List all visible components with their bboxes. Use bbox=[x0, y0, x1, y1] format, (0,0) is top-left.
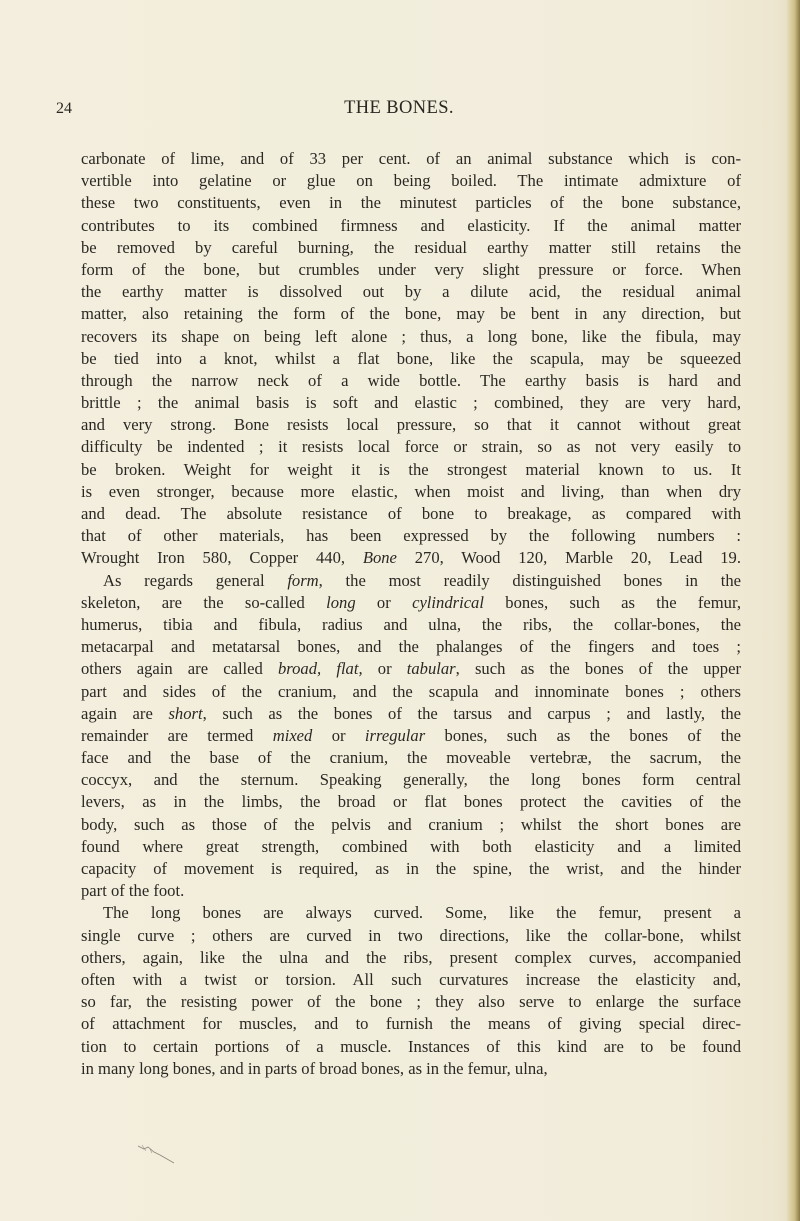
text-line: these two constituents, even in the minutest particles of the bone substance, bbox=[81, 193, 741, 213]
text-line: humerus, tibia and fibula, radius and ulna, the ribs, the collar-bones, the bbox=[81, 614, 741, 634]
text-line: The long bones are always curved. Some, like the femur, present a bbox=[103, 903, 741, 923]
page-number: 24 bbox=[56, 100, 72, 117]
text-line: form of the bone, but crumbles under very slight pressure or force. When bbox=[81, 259, 741, 279]
text-line: through the narrow neck of a wide bottle. The earthy basis is hard and bbox=[81, 370, 741, 390]
italic-term: form bbox=[287, 570, 319, 590]
text-line: tion to certain portions of a muscle. Instances of this kind are to be found bbox=[81, 1036, 741, 1056]
page-header bbox=[56, 100, 742, 126]
text-line: remainder are termed mixed or irregular bones, such as the bones of the bbox=[81, 725, 741, 745]
text-line: capacity of movement is required, as in the spine, the wrist, and the hinder bbox=[81, 859, 741, 878]
text-line: face and the base of the cranium, the moveable vertebræ, the sacrum, the bbox=[81, 748, 741, 768]
text-line: that of other materials, has been expressed by the following numbers : bbox=[81, 526, 741, 546]
italic-term: tabular bbox=[406, 659, 456, 679]
text-line: be removed by careful burning, the residual earthy matter still retains the bbox=[81, 237, 741, 257]
text-line: difficulty be indented ; it resists local force or strain, so as not very easily to bbox=[81, 437, 741, 457]
text-line: metacarpal and metatarsal bones, and the phalanges of the fingers and toes ; bbox=[81, 637, 741, 657]
text-line: the earthy matter is dissolved out by a dilute acid, the residual animal bbox=[81, 282, 741, 302]
text-line: so far, the resisting power of the bone ; they also serve to enlarge the surface bbox=[81, 992, 741, 1012]
text-line: again are short, such as the bones of the tarsus and carpus ; and lastly, the bbox=[81, 703, 741, 723]
text-line: part of the foot. bbox=[81, 881, 185, 901]
text-line: and very strong. Bone resists local pressure, so that it cannot without great bbox=[81, 415, 741, 435]
text-line: As regards general form, the most readily distinguished bones in the bbox=[103, 570, 741, 590]
text-line: recovers its shape on being left alone ; thus, a long bone, like the fibula, may bbox=[81, 326, 741, 346]
italic-term: Bone bbox=[362, 548, 397, 568]
text-line: be broken. Weight for weight it is the strongest material known to us. It bbox=[81, 459, 741, 479]
italic-term: cylindrical bbox=[412, 592, 484, 612]
page-edge-shadow bbox=[786, 0, 800, 1221]
italic-term: long bbox=[326, 592, 356, 612]
body-text bbox=[81, 148, 741, 1080]
text-line: vertible into gelatine or glue on being boiled. The intimate admixture of bbox=[81, 171, 741, 191]
text-line: matter, also retaining the form of the bone, may be bent in any direction, but bbox=[81, 304, 741, 324]
italic-term: irregular bbox=[364, 725, 426, 745]
text-line: body, such as those of the pelvis and cranium ; whilst the short bones are bbox=[81, 814, 741, 834]
text-line: often with a twist or torsion. All such curvatures increase the elasticity and, bbox=[81, 969, 741, 989]
text-line: carbonate of lime, and of 33 per cent. of an animal substance which is con- bbox=[81, 149, 741, 168]
running-title: THE BONES. bbox=[344, 98, 454, 118]
text-line: part and sides of the cranium, and the scapula and innominate bones ; others bbox=[81, 681, 741, 701]
text-line: levers, as in the limbs, the broad or flat bones protect the cavities of the bbox=[81, 792, 741, 812]
text-line: coccyx, and the sternum. Speaking generally, the long bones form central bbox=[81, 770, 741, 790]
text-line: in many long bones, and in parts of broad bones, as in the femur, ulna, bbox=[81, 1058, 548, 1078]
text-line: be tied into a knot, whilst a flat bone, like the scapula, may be squeezed bbox=[81, 348, 741, 368]
italic-term: broad, flat, bbox=[278, 659, 363, 679]
pencil-mark bbox=[134, 1140, 214, 1170]
text-line: single curve ; others are curved in two directions, like the collar-bone, whilst bbox=[81, 925, 741, 945]
text-line: contributes to its combined firmness and elasticity. If the animal matter bbox=[81, 215, 741, 235]
text-line: brittle ; the animal basis is soft and elastic ; combined, they are very hard, bbox=[81, 393, 741, 413]
text-line: and dead. The absolute resistance of bone to breakage, as compared with bbox=[81, 504, 741, 523]
text-line: skeleton, are the so-called long or cylindrical bones, such as the femur, bbox=[81, 592, 741, 612]
text-line: found where great strength, combined with both elasticity and a limited bbox=[81, 836, 741, 856]
italic-term: short bbox=[168, 703, 203, 723]
text-line: Wrought Iron 580, Copper 440, Bone 270, Wood 120, Marble 20, Lead 19. bbox=[81, 548, 742, 568]
text-line: others again are called broad, flat, or tabular, such as the bones of the upper bbox=[81, 659, 741, 679]
text-line: others, again, like the ulna and the ribs, present complex curves, accompanied bbox=[81, 947, 741, 967]
text-line: of attachment for muscles, and to furnish the means of giving special direc- bbox=[81, 1014, 741, 1034]
italic-term: mixed bbox=[272, 725, 313, 745]
text-line: is even stronger, because more elastic, when moist and living, than when dry bbox=[81, 481, 741, 501]
